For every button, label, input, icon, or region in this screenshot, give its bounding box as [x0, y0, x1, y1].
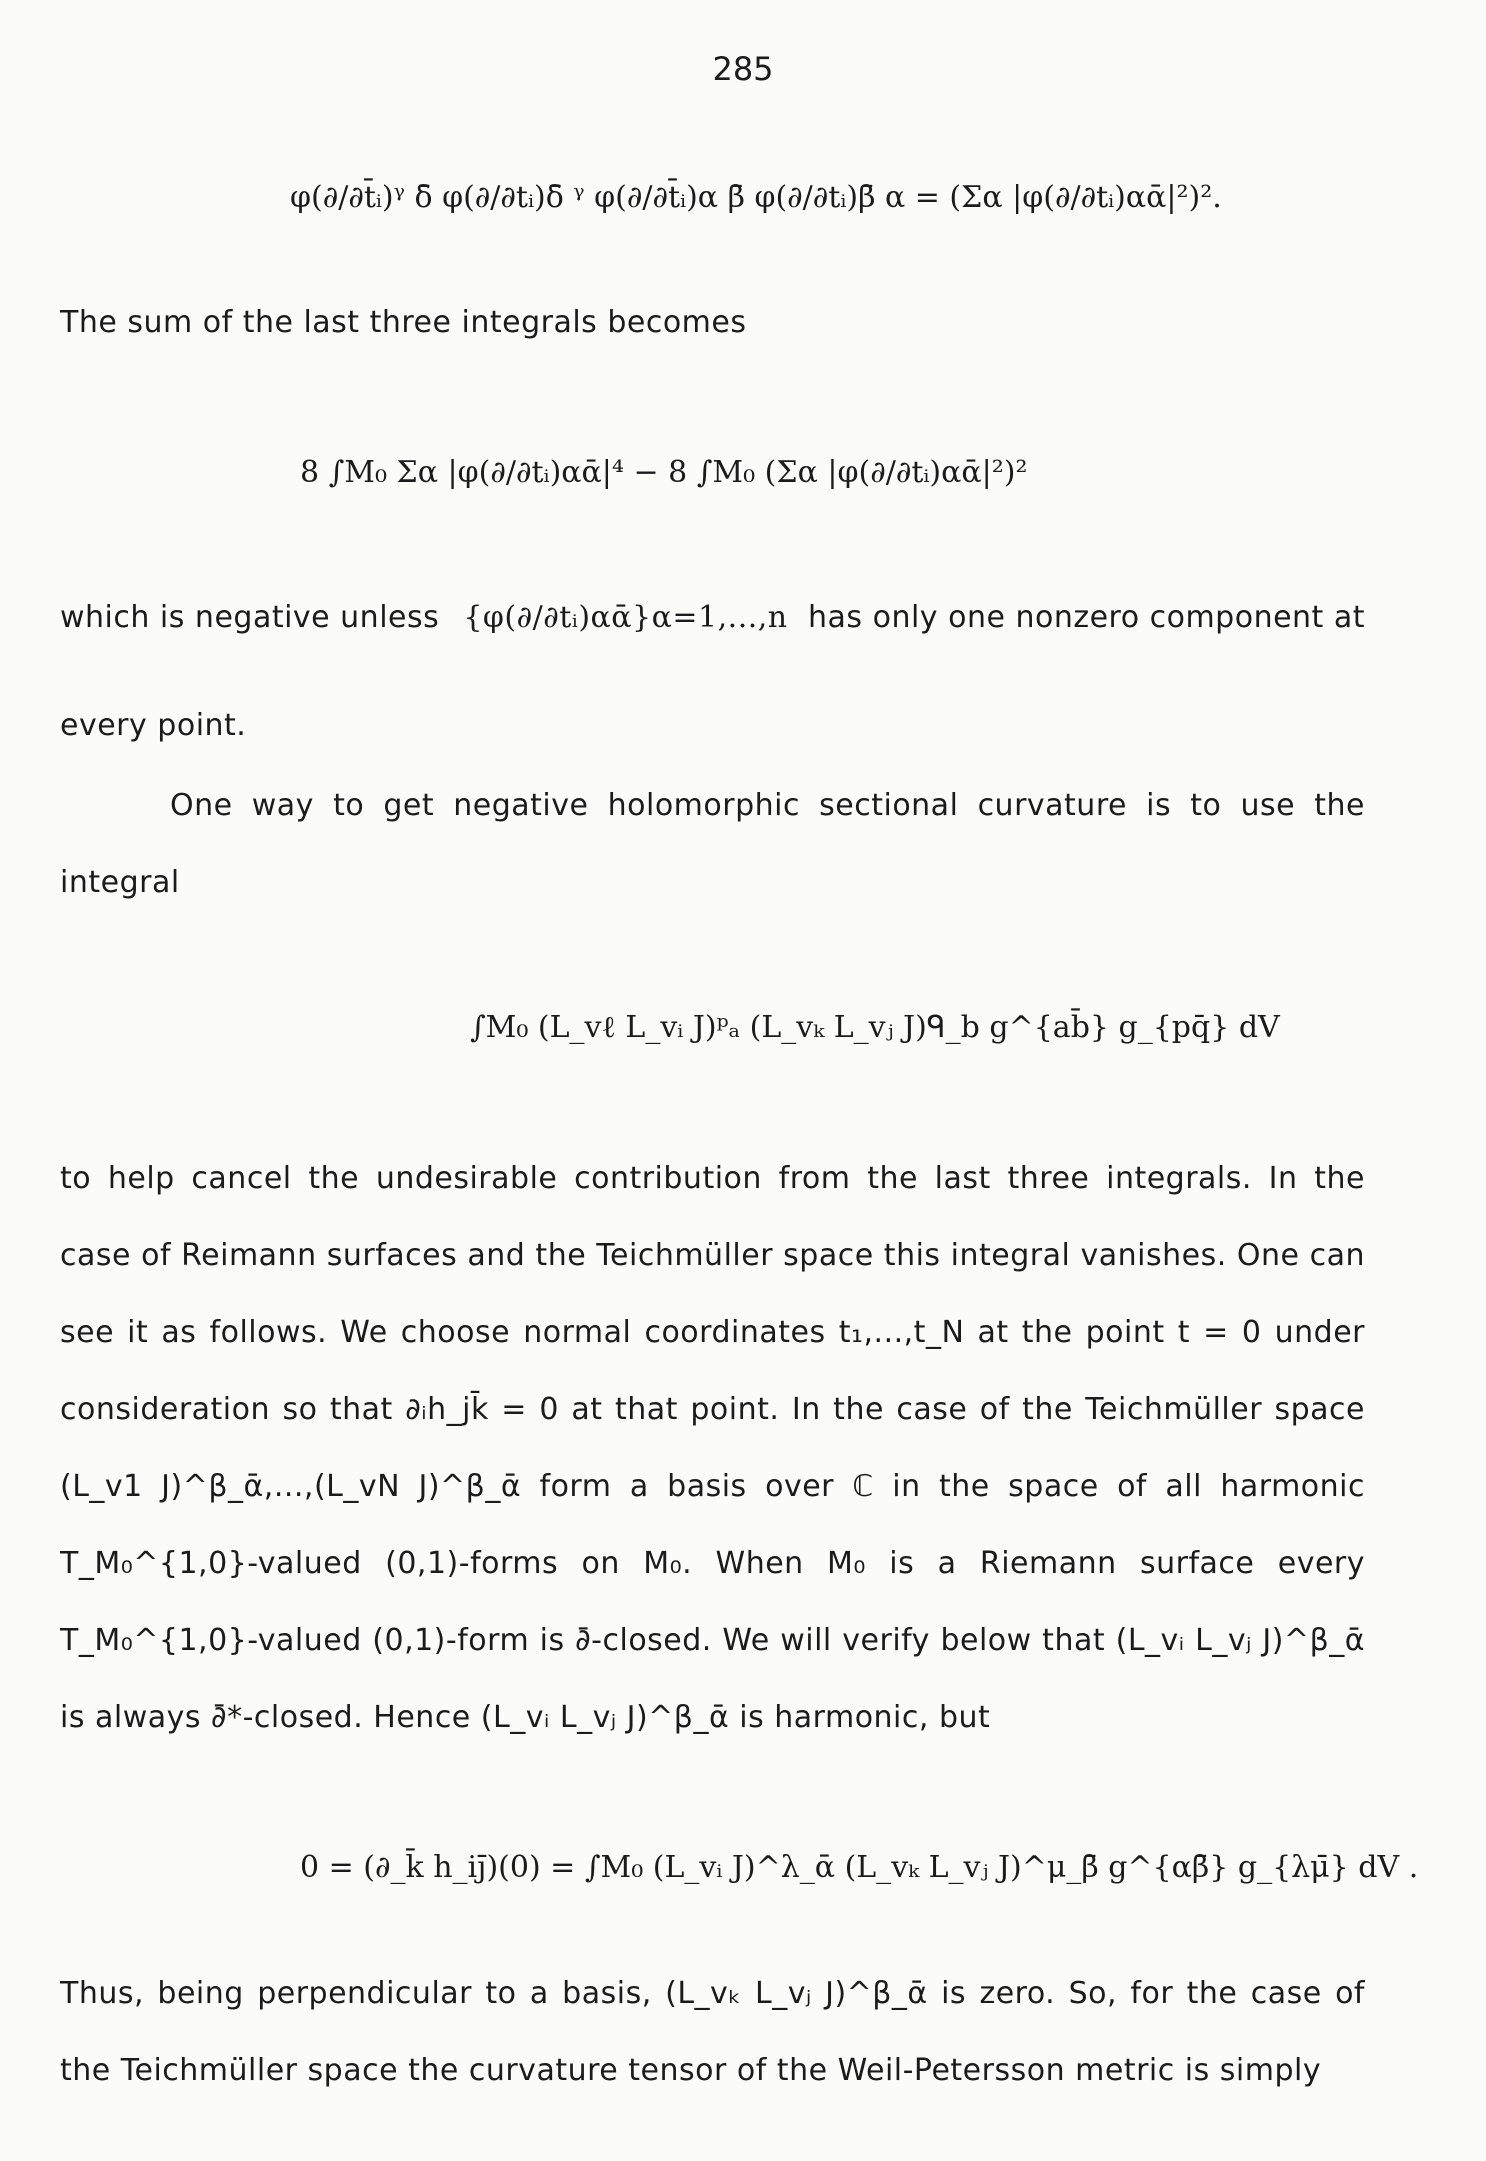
equation-2: 8 ∫M₀ Σα |φ(∂/∂tᵢ)αᾱ|⁴ − 8 ∫M₀ (Σα |φ(∂/∂tᵢ)αᾱ|²)²: [300, 455, 1028, 490]
para-integral-word: integral: [60, 865, 180, 900]
text-sum-last-three: The sum of the last three integrals becomes: [60, 305, 747, 340]
text-negative-unless-b: has only one nonzero component at: [808, 600, 1365, 635]
text-set-expression: {φ(∂/∂tᵢ)αᾱ}α=1,...,n: [463, 600, 788, 635]
para-cancel: to help cancel the undesirable contribution from the last three integrals. In the case of Reimann surfaces and the Teichmüller space this integral vanishes. One can see it as follows. We choose normal coordinates t₁,...,t_N at the point t = 0 under consideration so that ∂ᵢh_jk̄ = 0 at that point. In the case of the Teichmüller space (L_v1 J)^β_ᾱ,...,(L_vN J)^β_ᾱ form a basis over ℂ in the space of all harmonic T_M₀^{1,0}-valued (0,1)-forms on M₀. When M₀ is a Riemann surface every T_M₀^{1,0}-valued (0,1)-form is ∂̄-closed. We will verify below that (L_vᵢ L_vⱼ J)^β_ᾱ is always ∂̄*-closed. Hence (L_vᵢ L_vⱼ J)^β_ᾱ is harmonic, but: [60, 1161, 1365, 1735]
text-every-point: every point.: [60, 708, 247, 743]
equation-3: ∫M₀ (L_vℓ L_vᵢ J)ᵖₐ (L_vₖ L_vⱼ J)ᑫ_b g^{ab̄} g_{pq̄} dV: [470, 1010, 1280, 1045]
para-thus: Thus, being perpendicular to a basis, (L_vₖ L_vⱼ J)^β_ᾱ is zero. So, for the case of the Teichmüller space the curvature tensor of the Weil-Petersson metric is simply: [60, 1976, 1365, 2088]
text-negative-unless: [60, 600, 1365, 635]
para-one-way: One way to get negative holomorphic sectional curvature is to use the: [170, 788, 1365, 823]
page-number: 285: [712, 50, 774, 88]
equation-1: φ(∂/∂t̄ᵢ)ᵞ δ̄ φ(∂/∂tᵢ)δ̄ ᵞ φ(∂/∂t̄ᵢ)α β̄ φ(∂/∂tᵢ)β̄ α = (Σα |φ(∂/∂tᵢ)αᾱ|²)².: [290, 180, 1222, 215]
text-negative-unless-a: which is negative unless: [60, 600, 440, 635]
equation-4: 0 = (∂_k̄ h_ij̄)(0) = ∫M₀ (L_vᵢ J)^λ_ᾱ (L_vₖ L_vⱼ J)^μ_β̄ g^{αβ̄} g_{λμ̄} dV .: [300, 1850, 1419, 1885]
